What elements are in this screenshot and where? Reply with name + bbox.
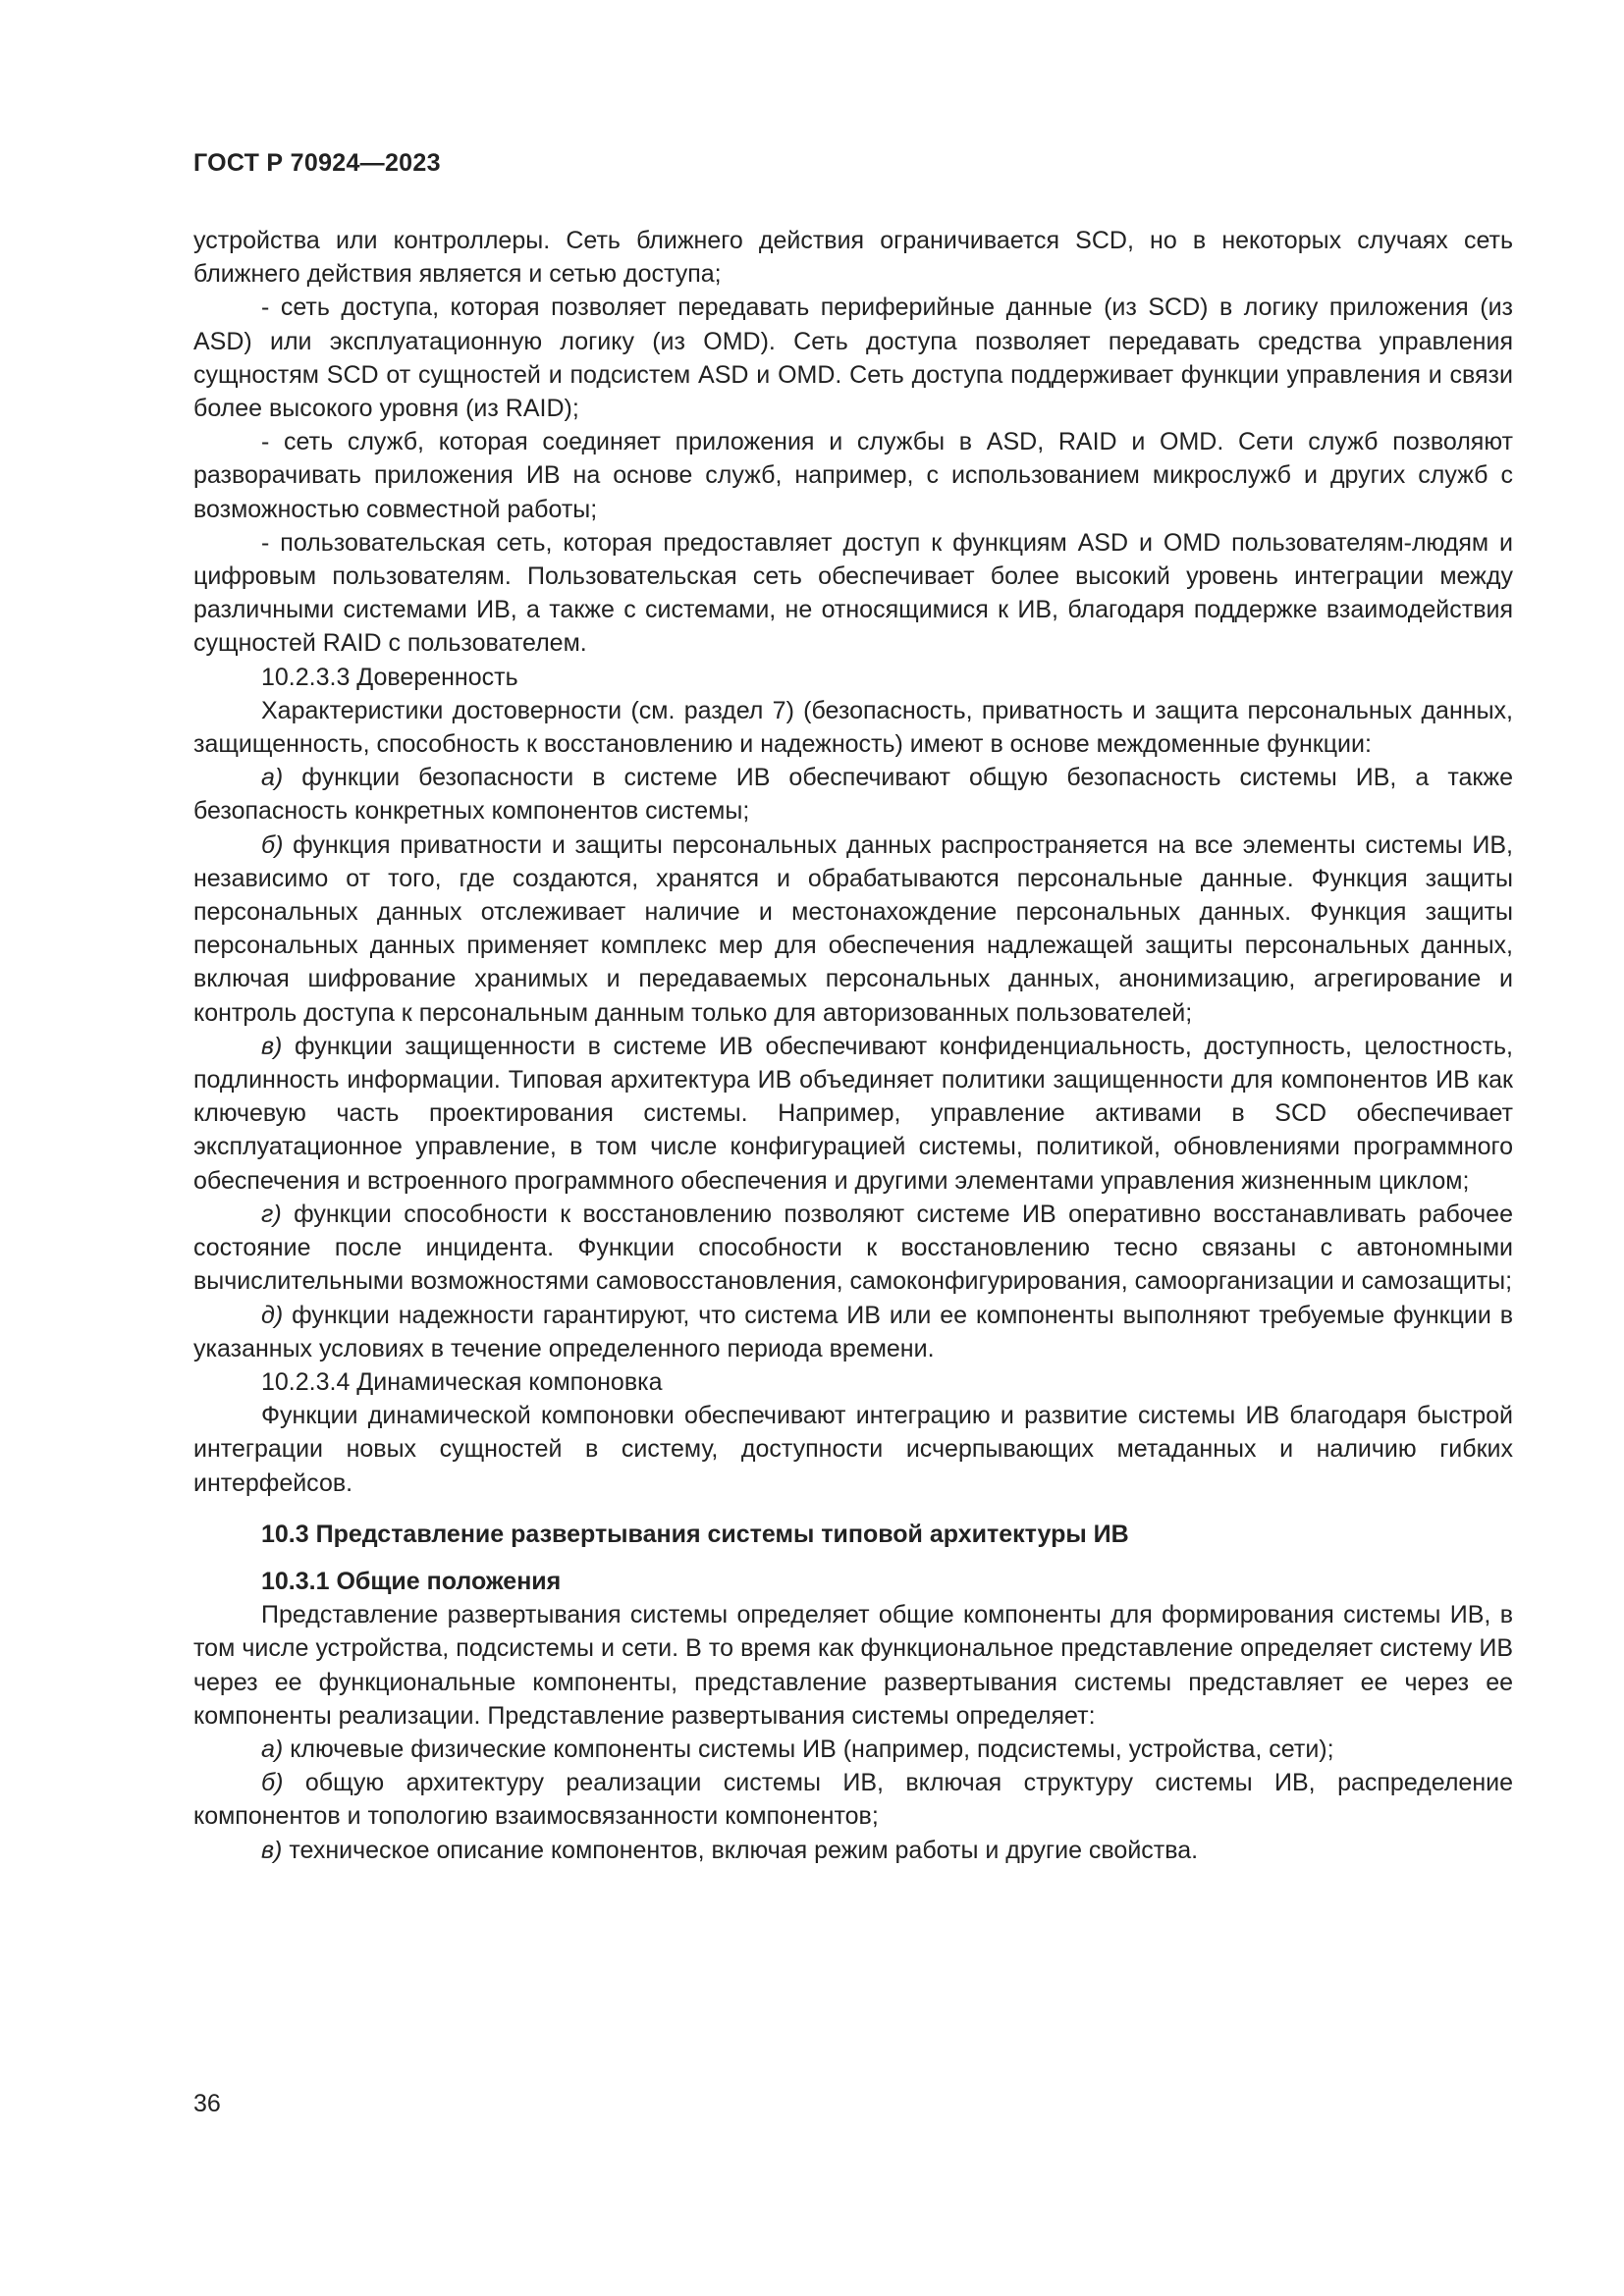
list-item [193, 1299, 1513, 1365]
section-heading-text: 10.3 Представление развертывания системы типовой архитектуры ИВ [261, 1520, 1129, 1548]
paragraph [193, 694, 1513, 761]
subsection-title-text: 10.3.1 Общие положения [261, 1567, 562, 1595]
subsection-heading [193, 661, 1513, 694]
paragraph-text: Представление развертывания системы определяет общие компоненты для формирования системы ИВ, в том числе устройства, подсистемы и сети. В то время как функциональное представление определяет систему ИВ через ее функциональные компоненты, представление развертывания системы представляет ее через ее компоненты реализации. Представление развертывания системы определяет: [193, 1601, 1513, 1730]
subsection-heading-text: 10.2.3.4 Динамическая компоновка [261, 1367, 663, 1396]
list-item-text: функции способности к восстановлению позволяют системе ИВ оперативно восстанавливать рабочее состояние после инцидента. Функции способности к восстановлению тесно связаны с автономными вычислительными возможностями самовосстановления, самоконфигурирования, самоорганизации и самозащиты; [193, 1200, 1513, 1296]
paragraph [193, 1399, 1513, 1500]
list-item [193, 828, 1513, 1030]
paragraph [193, 425, 1513, 526]
list-item [193, 1030, 1513, 1198]
list-item [193, 1766, 1513, 1833]
paragraph-text: - сеть доступа, которая позволяет передавать периферийные данные (из SCD) в логику приложения (из ASD) или эксплуатационную логику (из OMD). Сеть доступа позволяет передавать средства управления сущностям SCD от сущностей и подсистем ASD и OMD. Сеть доступа поддерживает функции управления и связи более высокого уровня (из RAID); [193, 294, 1513, 423]
page-number: 36 [193, 2090, 221, 2117]
document-header: ГОСТ Р 70924—2023 [193, 149, 441, 177]
paragraph [193, 291, 1513, 425]
list-item-text: ключевые физические компоненты системы ИВ (например, подсистемы, устройства, сети); [290, 1735, 1334, 1763]
list-marker: а) [261, 1735, 284, 1763]
list-marker: б) [261, 830, 284, 859]
list-marker: в) [261, 1032, 283, 1060]
list-item [193, 1733, 1513, 1766]
paragraph-text: Характеристики достоверности (см. раздел 7) (безопасность, приватность и защита персональных данных, защищенность, способность к восстановлению и надежность) имеют в основе междоменные функции: [193, 696, 1513, 759]
list-item [193, 761, 1513, 828]
list-marker: д) [261, 1301, 284, 1329]
list-marker: в) [261, 1836, 283, 1864]
list-item-text: техническое описание компонентов, включая режим работы и другие свойства. [289, 1836, 1199, 1864]
list-item [193, 1834, 1513, 1867]
subsection-heading [193, 1365, 1513, 1399]
list-marker: г) [261, 1200, 282, 1228]
paragraph-text: устройства или контроллеры. Сеть ближнего действия ограничивается SCD, но в некоторых случаях сеть ближнего действия является и сетью доступа; [193, 227, 1513, 289]
list-item-text: функции надежности гарантируют, что система ИВ или ее компоненты выполняют требуемые функции в указанных условиях в течение определенного периода времени. [193, 1301, 1513, 1362]
list-marker: а) [261, 764, 284, 792]
body-text [193, 224, 1513, 1867]
paragraph-text: - пользовательская сеть, которая предоставляет доступ к функциям ASD и OMD пользователям-людям и цифровым пользователям. Пользовательская сеть обеспечивает более высокий уровень интеграции между различными системами ИВ, а также с системами, не относящимися к ИВ, благодаря поддержке взаимодействия сущностей RAID с пользователем. [193, 528, 1513, 658]
list-item-text: функции защищенности в системе ИВ обеспечивают конфиденциальность, доступность, целостность, подлинность информации. Типовая архитектура ИВ объединяет политики защищенности для компонентов ИВ как ключевую часть проектирования системы. Например, управление активами в SCD обеспечивает эксплуатационное управление, в том числе конфигурацией системы, политикой, обновлениями программного обеспечения и встроенного программного обеспечения и другими элементами управления жизненным циклом; [193, 1032, 1513, 1195]
paragraph [193, 1598, 1513, 1733]
list-marker: б) [261, 1769, 284, 1797]
list-item-text: общую архитектуру реализации системы ИВ, включая структуру системы ИВ, распределение компонентов и топологию взаимосвязанности компонентов; [193, 1769, 1514, 1831]
subsection-heading-text: 10.2.3.3 Доверенность [261, 663, 518, 691]
paragraph-text: Функции динамической компоновки обеспечивают интеграцию и развитие системы ИВ благодаря быстрой интеграции новых сущностей в систему, доступности исчерпывающих метаданных и наличию гибких интерфейсов. [193, 1402, 1513, 1497]
paragraph-text: - сеть служб, которая соединяет приложения и службы в ASD, RAID и OMD. Сети служб позволяют разворачивать приложения ИВ на основе служб, например, с использованием микрослужб и других служб с возможностью совместной работы; [193, 428, 1513, 523]
list-item-text: функции безопасности в системе ИВ обеспечивают общую безопасность системы ИВ, а также безопасность конкретных компонентов системы; [193, 764, 1513, 826]
paragraph [193, 526, 1513, 661]
subsection-title [193, 1565, 1513, 1598]
section-heading [193, 1518, 1513, 1551]
list-item [193, 1198, 1513, 1299]
list-item-text: функция приватности и защиты персональных данных распространяется на все элементы системы ИВ, независимо от того, где создаются, хранятся и обрабатываются персональные данные. Функция защиты персональных данных отслеживает наличие и местонахождение персональных данных. Функция защиты персональных данных применяет комплекс мер для обеспечения надлежащей защиты персональных данных, включая шифрование хранимых и передаваемых персональных данных, анонимизацию, агрегирование и контроль доступа к персональным данным только для авторизованных пользователей; [193, 830, 1513, 1027]
paragraph [193, 224, 1513, 291]
